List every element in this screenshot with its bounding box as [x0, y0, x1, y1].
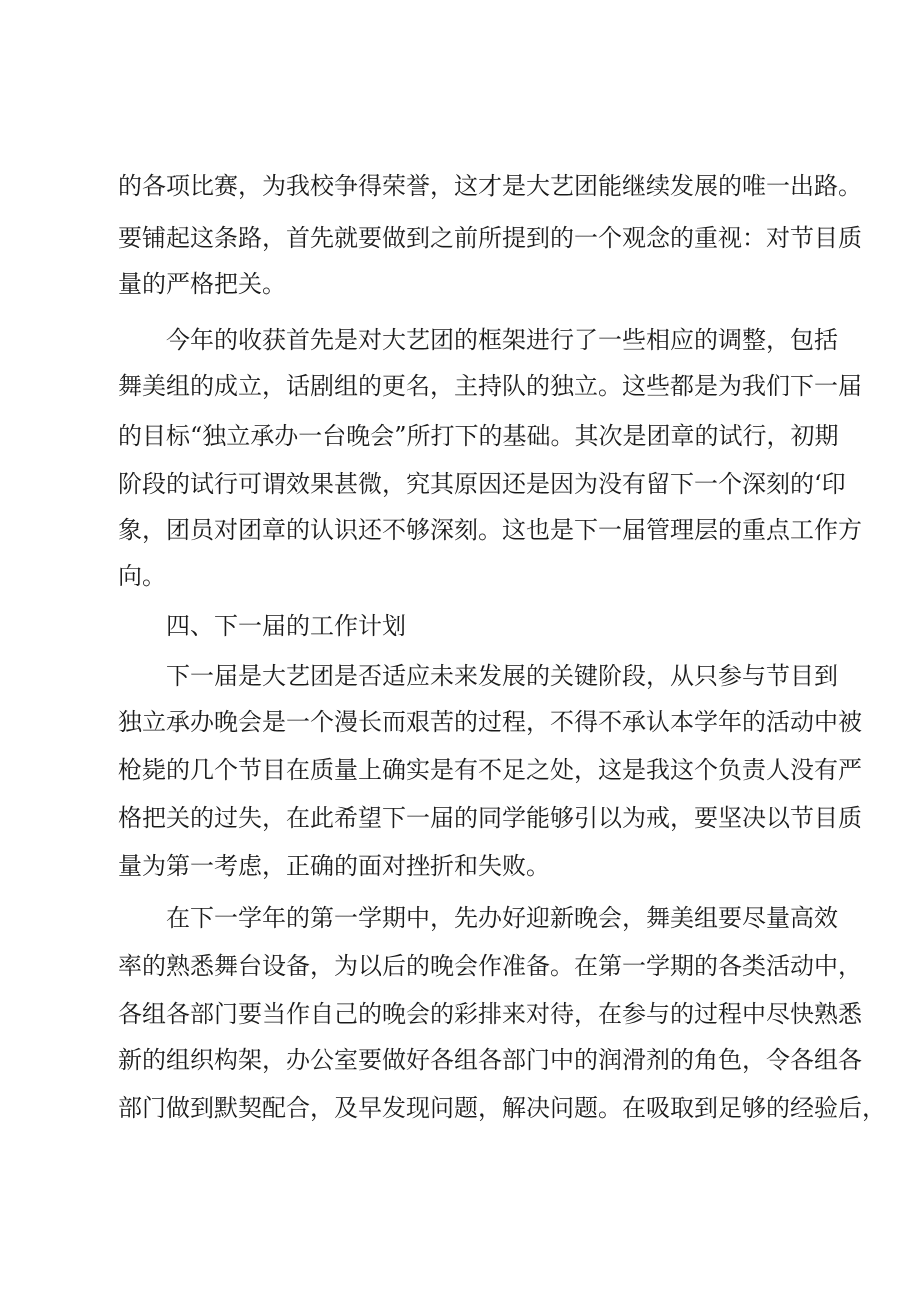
text-line: 象，团员对团章的认识还不够深刻。这也是下一届管理层的重点工作方 — [118, 516, 862, 544]
text-line: 各组各部门要当作自己的晚会的彩排来对待，在参与的过程中尽快熟悉 — [118, 1000, 862, 1028]
section-heading: 四、下一届的工作计划 — [166, 612, 406, 640]
text-line: 要铺起这条路，首先就要做到之前所提到的一个观念的重视：对节目质 — [118, 224, 862, 252]
text-line: 独立承办晚会是一个漫长而艰苦的过程，不得不承认本学年的活动中被 — [118, 708, 862, 736]
text-line: 量为第一考虑，正确的面对挫折和失败。 — [118, 852, 550, 880]
text-line: 下一届是大艺团是否适应未来发展的关键阶段，从只参与节目到 — [166, 662, 838, 690]
text-line: 率的熟悉舞台设备，为以后的晚会作准备。在第一学期的各类活动中， — [118, 952, 862, 980]
text-line: 舞美组的成立，话剧组的更名，主持队的独立。这些都是为我们下一届 — [118, 372, 862, 400]
text-line: 部门做到默契配合，及早发现问题，解决问题。在吸取到足够的经验后， — [118, 1094, 886, 1122]
text-line: 今年的收获首先是对大艺团的框架进行了一些相应的调整，包括 — [166, 326, 838, 354]
text-line: 的各项比赛，为我校争得荣誉，这才是大艺团能继续发展的唯一出路。 — [118, 172, 862, 200]
text-line: 的目标“独立承办一台晚会”所打下的基础。其次是团章的试行，初期 — [118, 422, 839, 450]
text-line: 阶段的试行可谓效果甚微，究其原因还是因为没有留下一个深刻的‘印 — [118, 470, 846, 498]
text-line: 量的严格把关。 — [118, 270, 286, 298]
text-line: 新的组织构架，办公室要做好各组各部门中的润滑剂的角色，令各组各 — [118, 1046, 862, 1074]
text-line: 格把关的过失，在此希望下一届的同学能够引以为戒，要坚决以节目质 — [118, 804, 862, 832]
text-line: 在下一学年的第一学期中，先办好迎新晚会，舞美组要尽量高效 — [166, 904, 838, 932]
text-line: 枪毙的几个节目在质量上确实是有不足之处，这是我这个负责人没有严 — [118, 756, 862, 784]
text-line: 向。 — [118, 562, 166, 590]
